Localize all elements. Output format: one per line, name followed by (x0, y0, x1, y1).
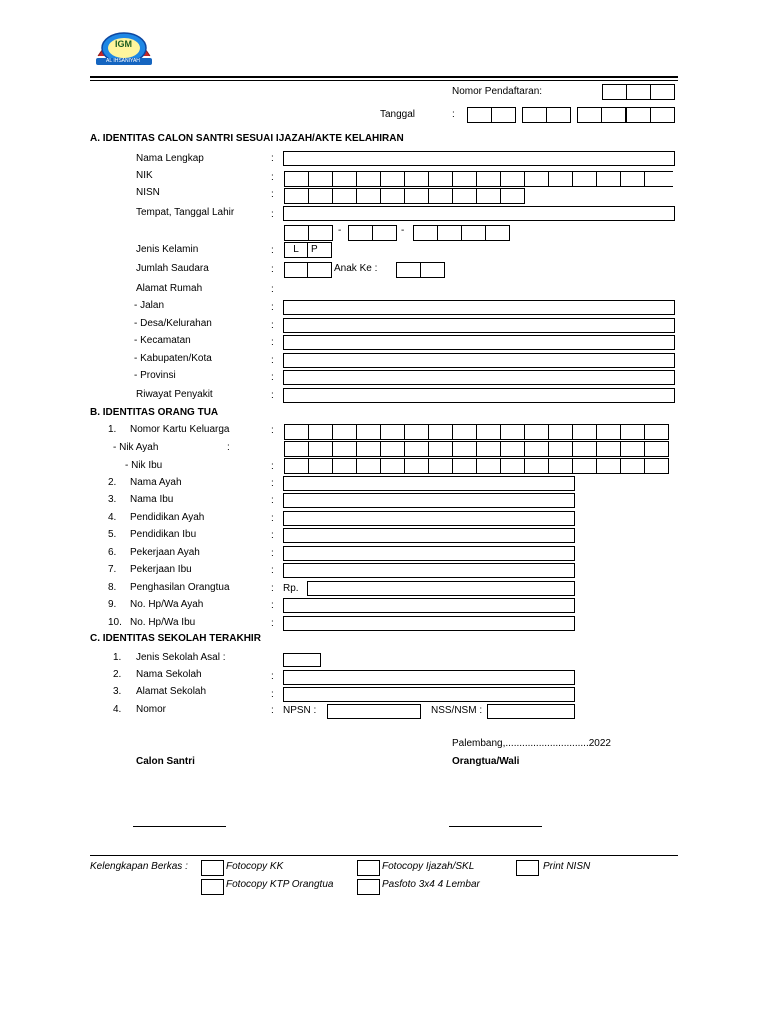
b-item-input[interactable] (283, 546, 575, 561)
digit-box[interactable] (524, 424, 549, 440)
digit-box[interactable] (500, 188, 525, 204)
digit-box[interactable] (500, 424, 525, 440)
digit-box[interactable] (572, 441, 597, 457)
section-b-title: B. IDENTITAS ORANG TUA (90, 407, 219, 418)
b-item-label: Pekerjaan Ayah (130, 547, 200, 558)
digit-box[interactable] (644, 458, 669, 474)
b-item-label: No. Hp/Wa Ibu (130, 617, 196, 628)
b-item-input[interactable] (283, 616, 575, 631)
bottom-rule (90, 855, 678, 856)
nisn-label: NISN (136, 187, 160, 198)
digit-box[interactable] (356, 424, 381, 440)
colon: : (271, 461, 274, 472)
colon: : (271, 513, 274, 524)
colon: : (271, 372, 274, 383)
digit-box[interactable] (620, 424, 645, 440)
b-item-no: 7. (108, 564, 117, 575)
b-item-label: Nama Ayah (130, 477, 182, 488)
digit-box[interactable] (548, 424, 573, 440)
jalan-input[interactable] (283, 300, 675, 315)
nama-lengkap-input[interactable] (283, 151, 675, 166)
colon: : (271, 565, 274, 576)
digit-box[interactable] (332, 171, 357, 187)
digit-box[interactable] (332, 441, 357, 457)
fotocopy-kk-label: Fotocopy KK (226, 861, 284, 872)
b-item-no: 10. (108, 617, 122, 628)
digit-box[interactable] (452, 171, 477, 187)
colon: : (271, 153, 274, 164)
checkbox-fotocopy-ijazah[interactable] (357, 860, 380, 876)
b-item-1-label: Nomor Kartu Keluarga (130, 424, 230, 435)
digit-box[interactable] (548, 441, 573, 457)
digit-box[interactable] (476, 188, 501, 204)
tanggal-colon: : (452, 109, 455, 120)
colon: : (271, 425, 274, 436)
colon: : (271, 618, 274, 629)
digit-box[interactable] (596, 458, 621, 474)
digit-box[interactable] (596, 171, 621, 187)
alamat-rumah-label: Alamat Rumah (136, 283, 203, 294)
jk-l-text: L (293, 244, 299, 255)
jenis-sekolah-input[interactable] (283, 653, 321, 667)
nik-ibu-label: - Nik Ibu (125, 460, 163, 471)
digit-box[interactable] (284, 424, 309, 440)
colon: : (271, 689, 274, 700)
digit-box[interactable] (596, 441, 621, 457)
fotocopy-ijazah-label: Fotocopy Ijazah/SKL (382, 861, 475, 872)
b-item-no: 6. (108, 547, 117, 558)
digit-box[interactable] (452, 424, 477, 440)
b-item-input[interactable] (283, 598, 575, 613)
digit-box[interactable] (404, 424, 429, 440)
nama-lengkap-label: Nama Lengkap (136, 153, 204, 164)
colon: : (271, 495, 274, 506)
digit-box[interactable] (596, 424, 621, 440)
jumlah-saudara-box-2[interactable] (307, 262, 332, 278)
c-item-3-label: Alamat Sekolah (136, 686, 207, 697)
jk-l-box[interactable] (284, 242, 308, 258)
colon: : (271, 245, 274, 256)
b-item-input[interactable] (283, 476, 575, 491)
colon: : (271, 530, 274, 541)
digit-box[interactable] (404, 188, 429, 204)
colon: : (271, 355, 274, 366)
digit-box[interactable] (284, 171, 309, 187)
jk-p-text: P (311, 244, 318, 255)
digit-box[interactable] (572, 458, 597, 474)
kecamatan-input[interactable] (283, 335, 675, 350)
b-item-input[interactable] (283, 563, 575, 578)
b-item-input[interactable] (307, 581, 575, 596)
logo-text: IGM (115, 39, 132, 49)
signature-line-orangtua (449, 826, 542, 827)
checkbox-pasfoto[interactable] (357, 879, 380, 895)
colon: : (271, 172, 274, 183)
fotocopy-ktp-label: Fotocopy KTP Orangtua (226, 879, 334, 890)
digit-box[interactable] (572, 171, 597, 187)
digit-box[interactable] (476, 458, 501, 474)
b-item-label: No. Hp/Wa Ayah (130, 599, 204, 610)
nss-label: NSS/NSM : (431, 705, 483, 716)
c-item-4-label: Nomor (136, 704, 167, 715)
jumlah-saudara-label: Jumlah Saudara (136, 263, 209, 274)
b-item-no: 2. (108, 477, 117, 488)
kecamatan-label: - Kecamatan (134, 335, 191, 346)
digit-box[interactable] (476, 171, 501, 187)
digit-box[interactable] (284, 441, 309, 457)
digit-box[interactable] (500, 458, 525, 474)
tempat-lahir-input[interactable] (283, 206, 675, 221)
colon: : (271, 478, 274, 489)
digit-box[interactable] (308, 424, 333, 440)
nss-input[interactable] (487, 704, 575, 719)
digit-box[interactable] (644, 441, 669, 457)
digit-box[interactable] (524, 441, 549, 457)
digit-box[interactable] (548, 458, 573, 474)
pasfoto-label: Pasfoto 3x4 4 Lembar (382, 879, 480, 890)
digit-box[interactable] (452, 188, 477, 204)
digit-box[interactable] (380, 458, 405, 474)
nik-label: NIK (136, 170, 153, 181)
digit-box[interactable] (380, 441, 405, 457)
provinsi-label: - Provinsi (134, 370, 176, 381)
calon-santri-label: Calon Santri (136, 756, 195, 767)
digit-box[interactable] (404, 458, 429, 474)
c-item-1-no: 1. (113, 652, 122, 663)
anak-ke-box-1[interactable] (396, 262, 421, 278)
school-logo (92, 22, 156, 70)
digit-box[interactable] (356, 171, 381, 187)
digit-box[interactable] (380, 424, 405, 440)
colon: : (271, 671, 274, 682)
npsn-label: NPSN : (283, 705, 317, 716)
anak-ke-label: Anak Ke : (334, 263, 378, 274)
jk-p-box[interactable] (307, 242, 332, 258)
kabupaten-label: - Kabupaten/Kota (134, 353, 212, 364)
digit-box[interactable] (356, 441, 381, 457)
b-item-input[interactable] (283, 493, 575, 508)
alamat-sekolah-input[interactable] (283, 687, 575, 702)
checkbox-fotocopy-kk[interactable] (201, 860, 224, 876)
colon: : (271, 284, 274, 295)
b-item-no: 9. (108, 599, 117, 610)
print-nisn-label: Print NISN (543, 861, 591, 872)
b-item-label: Penghasilan Orangtua (130, 582, 230, 593)
digit-box[interactable] (572, 424, 597, 440)
digit-box[interactable] (620, 458, 645, 474)
colon: : (271, 390, 274, 401)
signature-line-santri (133, 826, 226, 827)
colon: : (271, 705, 274, 716)
kabupaten-input[interactable] (283, 353, 675, 368)
anak-ke-box-2[interactable] (420, 262, 445, 278)
section-c-title: C. IDENTITAS SEKOLAH TERAKHIR (90, 633, 261, 644)
colon: : (271, 189, 274, 200)
dash: - (338, 225, 342, 236)
digit-box[interactable] (500, 441, 525, 457)
colon: : (271, 337, 274, 348)
b-item-label: Nama Ibu (130, 494, 174, 505)
colon: : (271, 320, 274, 331)
digit-box[interactable] (548, 171, 573, 187)
logo-caption: AL IHSANIYAH (106, 58, 140, 64)
digit-box[interactable] (428, 171, 453, 187)
jalan-label: - Jalan (134, 300, 165, 311)
b-item-no: 3. (108, 494, 117, 505)
tanggal-label: Tanggal (380, 109, 416, 120)
top-rule-thin (90, 80, 678, 81)
desa-input[interactable] (283, 318, 675, 333)
digit-box[interactable] (428, 441, 453, 457)
b-item-input[interactable] (283, 511, 575, 526)
digit-box[interactable] (284, 458, 309, 474)
nik-ayah-label: - Nik Ayah (113, 442, 159, 453)
c-item-3-no: 3. (113, 686, 122, 697)
digit-box[interactable] (284, 188, 309, 204)
digit-box[interactable] (404, 171, 429, 187)
kelengkapan-label: Kelengkapan Berkas : (90, 861, 188, 872)
orangtua-label: Orangtua/Wali (452, 756, 520, 767)
digit-box[interactable] (428, 458, 453, 474)
b-item-input[interactable] (283, 528, 575, 543)
b-item-1-no: 1. (108, 424, 117, 435)
colon: : (227, 442, 230, 453)
digit-box[interactable] (356, 188, 381, 204)
jumlah-saudara-box-1[interactable] (284, 262, 308, 278)
b-item-label: Pendidikan Ibu (130, 529, 197, 540)
checkbox-fotocopy-ktp[interactable] (201, 879, 224, 895)
provinsi-input[interactable] (283, 370, 675, 385)
c-item-4-no: 4. (113, 704, 122, 715)
digit-box[interactable] (620, 171, 645, 187)
colon: : (271, 264, 274, 275)
digit-box[interactable] (476, 441, 501, 457)
colon: : (271, 302, 274, 313)
nama-sekolah-input[interactable] (283, 670, 575, 685)
c-item-1-label: Jenis Sekolah Asal : (136, 652, 226, 663)
section-a-title: A. IDENTITAS CALON SANTRI SESUAI IJAZAH/AKTE KELAHIRAN (90, 133, 404, 144)
digit-box[interactable] (332, 424, 357, 440)
digit-box[interactable] (452, 458, 477, 474)
place-date: Palembang,..............................2022 (452, 738, 611, 749)
ttl-label: Tempat, Tanggal Lahir (136, 207, 235, 218)
colon: : (271, 600, 274, 611)
b-item-label: Pendidikan Ayah (130, 512, 205, 523)
digit-box[interactable] (380, 171, 405, 187)
colon: : (271, 548, 274, 559)
digit-box[interactable] (308, 188, 333, 204)
c-item-2-label: Nama Sekolah (136, 669, 202, 680)
digit-box[interactable] (620, 441, 645, 457)
dash: - (401, 225, 405, 236)
digit-box[interactable] (644, 424, 669, 440)
digit-box[interactable] (476, 424, 501, 440)
desa-label: - Desa/Kelurahan (134, 318, 212, 329)
digit-box[interactable] (308, 441, 333, 457)
digit-box[interactable] (428, 188, 453, 204)
c-item-2-no: 2. (113, 669, 122, 680)
checkbox-print-nisn[interactable] (516, 860, 539, 876)
riwayat-label: Riwayat Penyakit (136, 389, 213, 400)
rp-label: Rp. (283, 583, 299, 594)
digit-box[interactable] (308, 458, 333, 474)
b-item-label: Pekerjaan Ibu (130, 564, 192, 575)
nomor-pendaftaran-label: Nomor Pendaftaran: (452, 86, 543, 97)
digit-box[interactable] (308, 171, 333, 187)
b-item-no: 5. (108, 529, 117, 540)
digit-box[interactable] (380, 188, 405, 204)
b-item-no: 4. (108, 512, 117, 523)
colon: : (271, 583, 274, 594)
digit-box[interactable] (428, 424, 453, 440)
digit-box[interactable] (452, 441, 477, 457)
top-rule (90, 76, 678, 78)
digit-box[interactable] (500, 171, 525, 187)
digit-box[interactable] (524, 458, 549, 474)
digit-box[interactable] (524, 171, 549, 187)
riwayat-input[interactable] (283, 388, 675, 403)
digit-box[interactable] (332, 458, 357, 474)
digit-box[interactable] (404, 441, 429, 457)
digit-box[interactable] (332, 188, 357, 204)
colon: : (271, 209, 274, 220)
b-item-no: 8. (108, 582, 117, 593)
digit-box[interactable] (644, 171, 673, 187)
npsn-input[interactable] (327, 704, 421, 719)
digit-box[interactable] (356, 458, 381, 474)
jenis-kelamin-label: Jenis Kelamin (136, 244, 199, 255)
